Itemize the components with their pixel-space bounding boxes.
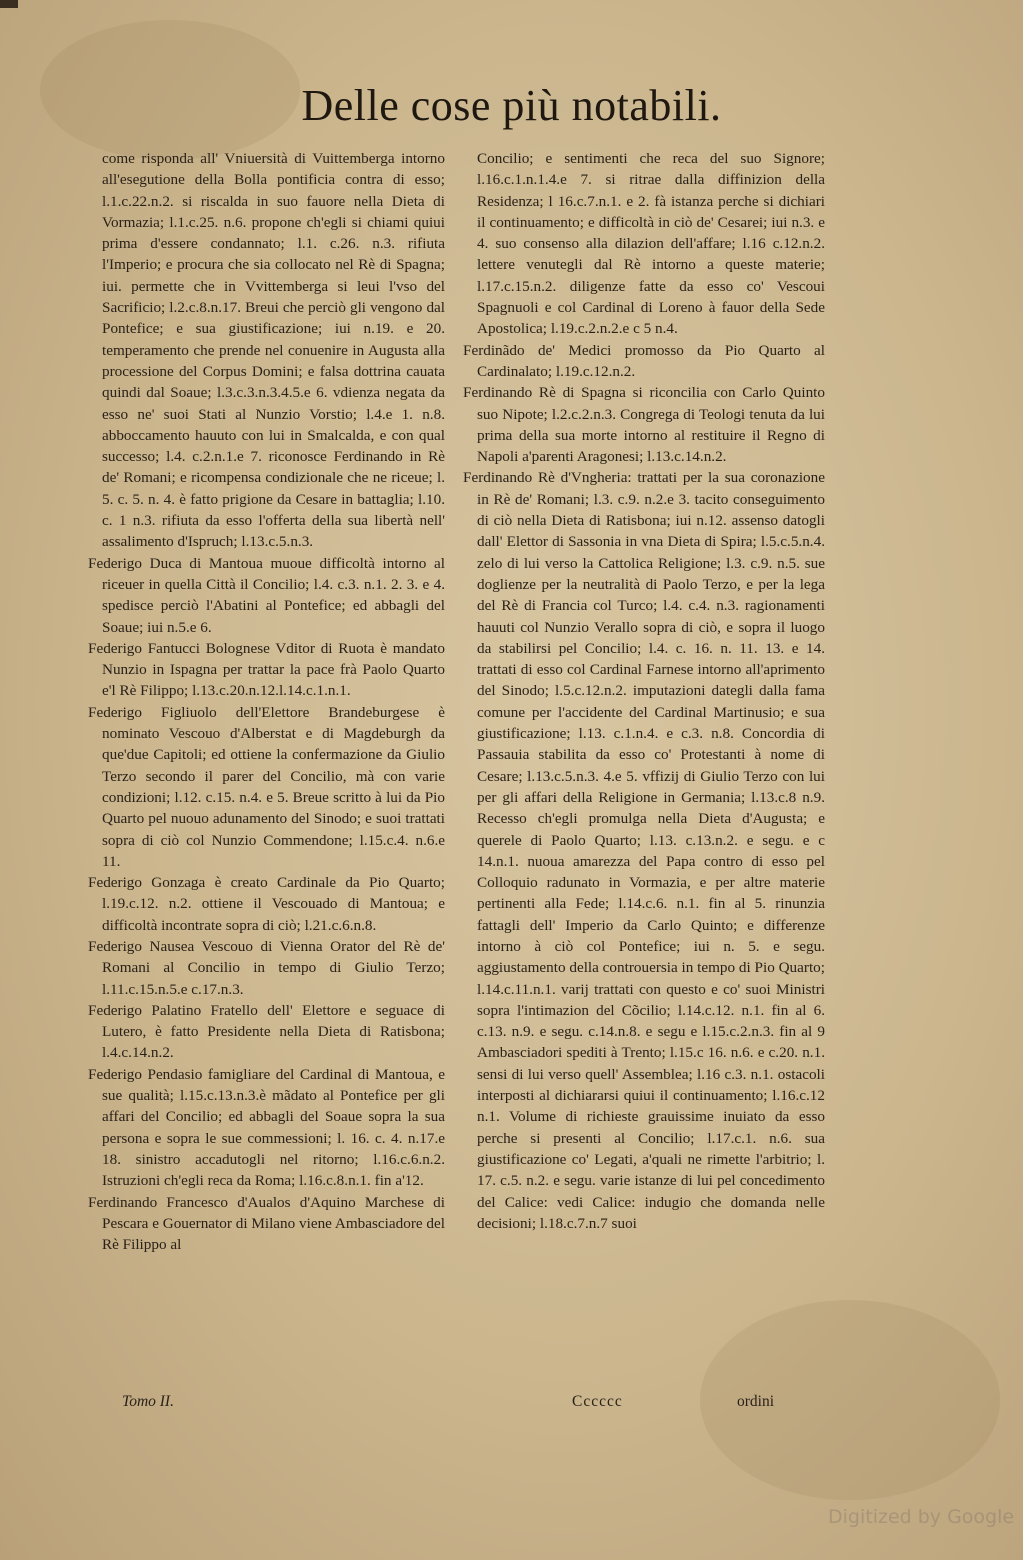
index-entry: Federigo Nausea Vescouo di Vienna Orator del Rè de' Romani al Concilio in tempo di Giulio Terzo; l.11.c.15.n.5.e c.17.n.3. [88, 937, 445, 998]
index-entry: Federigo Gonzaga è creato Cardinale da Pio Quarto; l.19.c.12. n.2. ottiene il Vescouado di Mantoua; e difficoltà incontrate sopra di ciò; l.21.c.6.n.8. [88, 874, 445, 934]
index-entry: Ferdinando Francesco d'Aualos d'Aquino Marchese di Pescara e Gouernator di Milano viene Ambasciadore del Rè Filippo al [88, 1193, 445, 1254]
page-title: Delle cose più notabili. [301, 81, 722, 130]
index-entry: Ferdinãdo de' Medici promosso da Pio Quarto al Cardinalato; l.19.c.12.n.2. [463, 341, 825, 380]
index-entry: Federigo Palatino Fratello dell' Elettore e seguace di Lutero, è fatto Presidente nella Dieta di Ratisbona; l.4.c.14.n.2. [88, 1001, 445, 1062]
digitizer-watermark: Digitized by Google [828, 1506, 1015, 1528]
index-entry: Federigo Duca di Mantoua muoue difficoltà intorno al riceuer in quella Città il Concilio; l.4. c.3. n.1. 2. 3. e 4. spedisce perciò l'Abatini al Pontefice; ed abbagli del Soaue; iui n.5.e 6. [88, 554, 445, 636]
index-entry: Federigo Figliuolo dell'Elettore Brandeburgese è nominato Vescouo d'Alberstat e di Magdeburgh da que'due Capitoli; ed ottiene la confermazione da Giulio Terzo secondo il parer del Concilio, mà con varie condizioni; l.12. c.15. n.4. e 5. Breue scritto à lui da Pio Quarto pel nuouo adunamento del Sinodo; e suoi trattati sopra di ciò col Nunzio Commendone; l.15.c.4. n.6.e 11. [88, 703, 445, 870]
volume-label: Tomo II. [122, 1393, 174, 1410]
right-column [463, 148, 825, 1234]
index-entry: Federigo Pendasio famigliare del Cardinal di Mantoua, e sue qualità; l.15.c.13.n.3.è mãdato al Pontefice per gli affari del Concilio; ed abbagli del Soaue sopra la sua persona e sopra le sue commessioni; l. 16. c. 4. n.17.e 18. sinistro accadutogli nel ritorno; l.16.c.6.n.2. Istruzioni ch'egli reca da Roma; l.16.c.8.n.1. fin a'12. [88, 1065, 445, 1190]
catchword: ordini [737, 1393, 775, 1410]
index-entry: come risponda all' Vniuersità di Vuittemberga intorno all'esegutione della Bolla pontificia contra di esso; l.1.c.22.n.2. si riscalda in suo fauore nella Dieta di Vormazia; l.1.c.25. n.6. propone ch'egli si chiami quiui prima d'essere condannato; l.1. c.26. n.3. rifiuta l'Imperio; e procura che sia collocato nel Rè di Spagna; iui. permette che in Vvittemberga si leui l'vso del Sacrificio; l.2.c.8.n.17. Breui che perciò gli vengono dal Pontefice; e sua giustificazione; iui n.19. e 20. temperamento che prende nel conuenire in Augusta alla processione del Corpus Domini; e falsa dottrina cauata quindi dal Soaue; l.3.c.3.n.3.4.5.e 6. vdienza negata da esso ne' suoi Stati al Nunzio Vorstio; l.4.e 1. n.8. abboccamento hauuto con lui in Smalcalda, e con qual successo; l.4. c.2.n.1.e 7. riconosce Ferdinando in Rè de' Romani; e ricompensa condizionale che ne riceue; l. 5. c. 5. n. 4. è fatto prigione da Cesare in battaglia; l.10. c. 1 n.3. rifiuta da esso l'offerta della sua libertà nell' assalimento d'Ispruch; l.13.c.5.n.3. [102, 150, 445, 551]
corner-mark [0, 0, 18, 8]
left-column [88, 148, 445, 1255]
index-entry: Ferdinando Rè di Spagna si riconcilia con Carlo Quinto suo Nipote; l.2.c.2.n.3. Congrega di Teologi tenuta da lui prima della sua morte intorno al restituire il Regno di Napoli a'parenti Aragonesi; l.13.c.14.n.2. [463, 384, 825, 466]
index-entry: Concilio; e sentimenti che reca del suo Signore; l.16.c.1.n.1.4.e 7. si ritrae dalla diffinizion della Residenza; l 16.c.7.n.1. e 2. fà istanza perche si dichiari il continuamento; e difficoltà in ciò de' Cesarei; iui n.3. e 4. suo consenso alla dilazion dell'affare; l.16 c.12.n.2. lettere venutegli dal Rè intorno a queste materie; l.17.c.15.n.2. diligenze fatte da esso co' Vescoui Spagnuoli e col Cardinal di Loreno à fauor della Sede Apostolica; l.19.c.2.n.2.e c 5 n.4. [477, 150, 825, 338]
index-entry: Ferdinando Rè d'Vngheria: trattati per la sua coronazione in Rè de' Romani; l.3. c.9. n.2.e 3. tacito conseguimento di ciò nella Dieta di Ratisbona; iui n.12. assenso datogli dall' Elettor di Sassonia in vna Dieta di Spira; l.5.c.5.n.4. zelo di lui verso la Cattolica Religione; l.3. c.9. n.5. sue doglienze per la neutralità di Paolo Terzo, e per la lega del Rè di Francia col Turco; l.4. c.4. n.3. ragionamenti hauuti col Nunzio Verallo sopra di ciò, e sopra il luogo da stabilirsi pel Concilio; l.4. c. 16. n. 11. 13. e 14. trattati di esso col Cardinal Farnese intorno all'aprimento del Sinodo; l.5.c.12.n.2. imputazioni dategli dalla fama comune per l'accidente del Cardinal Martinusio; e sua giustificazione; l.13. c.1.n.4. e c.3. n.8. Concordia di Passauia stabilita da esso co' Protestanti à nome di Cesare; l.13.c.5.n.3. 4.e 5. vffizij di Giulio Terzo con lui per gli affari della Religione in Germania; l.13.c.8 n.9. Recesso ch'egli promulga nella Dieta d'Augusta; e querele di Paolo Quarto; l.13. c.13.n.2. e segu. e c 14.n.1. nuoua amarezza del Papa contro di esso pel Colloquio radunato in Vormazia, e per altre materie pertinenti alla Fede; l.14.c.6. n.1. fin al 5. rinunzia fattagli dell' Imperio da Carlo Quinto; e differenze intorno à ciò col Pontefice; iui n. 5. e segu. aggiustamento della controuersia in tempo di Pio Quarto; l.14.c.11.n.1. varij trattati con questo e co' suoi Ministri sopra l'intimazion del Cõcilio; l.14.c.12. n.1. fin al 6. c.13. n.9. e segu. c.14.n.8. e segu e l.15.c.2.n.3. fin al 9 Ambasciadori spediti à Trento; l.15.c 16. n.6. e c.20. n.1. sensi di lui verso quell' Assemblea; l.16 c.3. n.1. ostacoli interposti al dichiararsi quiui il continuamento; l.16.c.12 n.1. Volume di richieste grauissime inuiato da esso perche si presenti al Concilio; l.17.c.1. n.6. sua giustificazione co' Legati, a'quali ne rimette l'arbitrio; l. 17. c.5. n.2. e segu. varie istanze di lui pel concedimento del Calice: vedi Calice: indugio che domanda nelle decisioni; l.18.c.7.n.7 suoi [463, 469, 825, 1232]
signature-mark: Cccccc [572, 1393, 623, 1410]
index-entry: Federigo Fantucci Bolognese Vditor di Ruota è mandato Nunzio in Ispagna per trattar la pace frà Paolo Quarto e'l Rè Filippo; l.13.c.20.n.12.l.14.c.1.n.1. [88, 639, 445, 700]
